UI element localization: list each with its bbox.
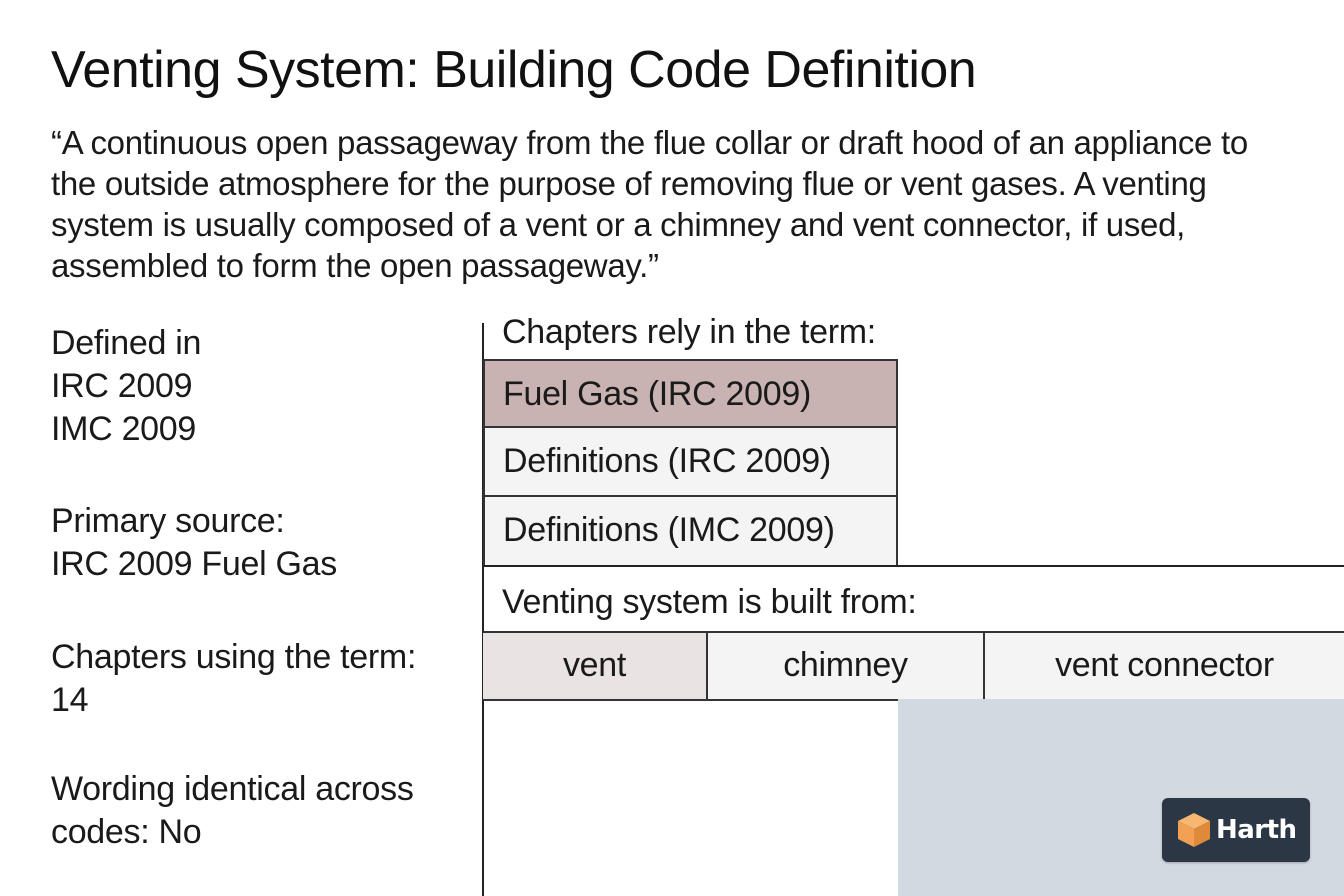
wording-identical-label: Wording identical across xyxy=(51,770,414,808)
defined-in-code: IMC 2009 xyxy=(51,410,197,448)
chapters-count-block xyxy=(51,636,471,722)
component-vent-connector[interactable]: vent connector xyxy=(985,633,1344,699)
chapters-table xyxy=(483,359,898,566)
defined-in-label: Defined in xyxy=(51,324,202,362)
wording-identical-value: codes: No xyxy=(51,813,202,851)
page-title: Venting System: Building Code Definition xyxy=(51,41,977,99)
chapter-row-definitions-imc[interactable]: Definitions (IMC 2009) xyxy=(483,497,898,566)
section-divider xyxy=(483,565,1344,567)
defined-in-block xyxy=(51,322,471,451)
chapters-count-label: Chapters using the term: xyxy=(51,638,417,676)
primary-source-label: Primary source: xyxy=(51,502,285,540)
component-chimney[interactable]: chimney xyxy=(708,633,985,699)
primary-source-block xyxy=(51,500,471,586)
component-vent[interactable]: vent xyxy=(483,633,708,699)
components-header: Venting system is built from: xyxy=(502,583,917,621)
logo-text: Harth xyxy=(1216,815,1297,845)
components-row xyxy=(483,631,1344,701)
chapter-row-fuel-gas[interactable]: Fuel Gas (IRC 2009) xyxy=(483,359,898,428)
cube-logo-icon xyxy=(1174,810,1214,850)
brand-logo xyxy=(1162,798,1310,862)
defined-in-code: IRC 2009 xyxy=(51,367,193,405)
definition-quote: “A continuous open passageway from the flue collar or draft hood of an appliance to the outside atmosphere for the purpose of removing flue or vent gases. A venting system is usually composed of a vent or a chimney and vent connector, if used, assembled to form the open passageway.” xyxy=(51,124,1248,284)
primary-source-value: IRC 2009 Fuel Gas xyxy=(51,545,337,583)
wording-identical-block xyxy=(51,768,471,854)
chapters-header: Chapters rely in the term: xyxy=(502,313,876,351)
chapters-count-value: 14 xyxy=(51,681,89,719)
chapter-row-definitions-irc[interactable]: Definitions (IRC 2009) xyxy=(483,428,898,497)
